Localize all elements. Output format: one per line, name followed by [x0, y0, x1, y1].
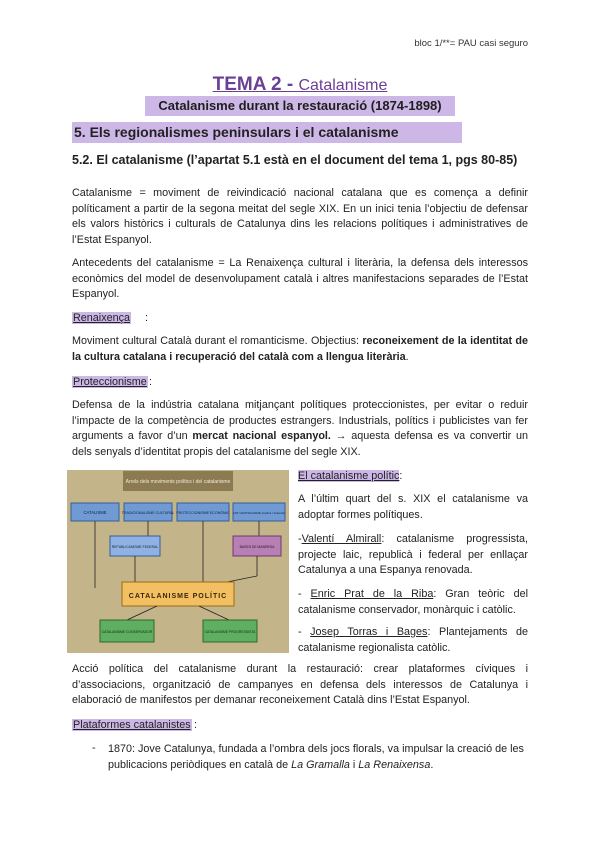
- plataformes-item: 1870: Jove Catalunya, fundada a l’ombra dels jocs florals, va impulsar la creació de les publicacions periòdiques en català de La Gramalla i La Renaixensa.: [108, 743, 524, 771]
- diagram-box-2-label: TRADICIONALISME CULTURAL: [121, 511, 175, 515]
- diagram-politic-label: CATALANISME POLÍTIC: [128, 593, 228, 600]
- subsection-heading: 5.2. El catalanisme (l’apartat 5.1 està en el document del tema 1, pgs 80-85): [72, 153, 518, 167]
- diagram-box-1-label: CATALISME: [83, 510, 107, 515]
- paragraph-accio: Acció política del catalanisme durant la restauració: crear plataformes cíviques i d’associacions, organització de campanyes en defensa dels interessos de Catalunya i elaboració de manifestos per demanar reconeixement Català dins l’Estat Espanyol.: [72, 663, 528, 706]
- diagram-progressista-label: CATALANISME PROGRESSISTA: [204, 630, 256, 634]
- diagram-heading: Arrels dels moviments polítics i del catalanisme: [125, 479, 231, 485]
- diagram-svg: [67, 470, 289, 653]
- proteccionisme-label: Proteccionisme: [73, 376, 147, 388]
- diagram-box-4-label: ANT CENTRALISME (carlins i federals): [232, 511, 286, 515]
- subtitle: Catalanisme durant la restauració (1874-1898): [145, 96, 455, 116]
- title-main: TEMA 2 -: [212, 74, 299, 95]
- politic-intro: A l’últim quart del s. XIX el catalanisme va adoptar formes polítiques.: [298, 493, 528, 521]
- diagram-republicanisme-label: REPUBLICANISME FEDERAL: [111, 545, 159, 549]
- bullet-marker: -: [92, 742, 96, 754]
- diagram-conservador-label: CATALANISME CONSERVADOR: [101, 630, 153, 634]
- politic-label: El catalanisme polític: [298, 470, 400, 482]
- paragraph-antecedents: Antecedents del catalanisme = La Renaixença cultural i literària, la defensa dels interessos econòmics del model de desenvolupament català i altres manifestacions separades de l’Estat Espanyol.: [72, 257, 528, 300]
- diagram-box-3-label: PROTECCIONISME ECONÒMIC: [176, 511, 230, 515]
- header-note: bloc 1/**= PAU casi seguro: [414, 38, 528, 49]
- renaixenca-text: Moviment cultural Català durant el romanticisme. Objectius: reconeixement de la identitat de la cultura catalana i recuperació del català com a llengua literària.: [72, 335, 529, 363]
- politic-item-torras: - Josep Torras i Bages: Plantejaments de catalanisme regionalista catòlic.: [298, 626, 528, 654]
- diagram-bases-label: BASES DE MANRESA: [239, 545, 275, 549]
- plataformes-label: Plataformes catalanistes: [73, 719, 191, 731]
- paragraph-definition: Catalanisme = moviment de reivindicació nacional catalana que es comença a definir políticament a partir de la segona meitat del segle XIX. En un inici tenia l’objectiu de defensar els valors històrics i culturals de Catalunya dins les relacions polítiques i administratives de l’Estat Espanyol.: [72, 187, 528, 246]
- politic-label-row: El catalanisme polític:: [298, 470, 403, 482]
- section-heading: 5. Els regionalismes peninsulars i el catalanisme: [72, 122, 462, 143]
- document-page: bloc 1/**= PAU casi seguro TEMA 2 - Catalanisme Catalanisme durant la restauració (1874-1898) 5. Els regionalismes peninsulars i el catalanisme 5.2. El catalanisme (l’apartat 5.1 està en el document del tema 1, pgs 80-85) Catalanisme = moviment de reivindicació nacional catalana que es comença a definir políticament a partir de la segona meitat del segle XIX. En un inici tenia l’objectiu de defensar els valors històrics i culturals de Catalunya dins les relacions polítiques i administratives de l’Estat Espanyol. Antecedents del catalanisme = La Renaixença cultural i literària, la defensa dels interessos econòmics del model de desenvolupament català i altres manifestacions separades de l’Estat Espanyol. Renaixença : Moviment cultural Català durant el romanticisme. Objectius: reconeixement de la identitat de la cultura catalana i recuperació del català com a llengua literària. Proteccionisme : Defensa de la indústria catalana mitjançant polítiques proteccionistes, per evitar o reduir l’impacte de la competència de productes estrangers. Industrials, polítics i publicistes van fer arguments a favor d’un mercat nacional espanyol. → aquesta defensa es va convertir un dels senyals d’identitat propis del catalanisme del segle XIX. Arrels dels moviments polítics i del catalanisme CATALISME TRADICIONALISME CULTURAL PROTECCIONISME ECONÒMIC ANT CENTRALISME (carlins i federals) REPUBLICANISME FEDERAL BASES DE MANRESA CATALANISME POLÍTIC CATALANISME CONSERVADOR CATALANISME PROGRESSISTA El catalanisme polític: A l’últim quart del s. XIX el catalanisme va adoptar formes polítiques. -Valentí Almirall: catalanisme progressista, projecte laic, republicà i federal per enllaçar Catalunya a una Espanya renovada. - Enric Prat de la Riba: Gran teòric del catalanisme conservador, monàrquic i catòlic. - Josep Torras i Bages: Plantejaments de catalanisme regionalista catòlic. Acció política del catalanisme durant la restauració: crear plataformes cíviques i d’associacions, organització de campanyes en defensa dels interessos de Catalunya i elaboració de manifestos per demanar reconeixement Català dins l’Estat Espanyol. Plataformes catalanistes : - 1870: Jove Catalunya, fundada a l’ombra dels jocs florals, va impulsar la creació de les publicacions periòdiques en català de La Gramalla i La Renaixensa.: [0, 0, 600, 848]
- page-title: [0, 74, 600, 96]
- politic-item-almirall: -Valentí Almirall: catalanisme progressista, projecte laic, republicà i federal per enllaçar Catalunya a una Espanya renovada.: [298, 533, 529, 576]
- title-topic: Catalanisme: [298, 77, 388, 94]
- catalanisme-diagram: [67, 470, 289, 653]
- proteccionisme-text: Defensa de la indústria catalana mitjançant polítiques proteccionistes, per evitar o reduir l’impacte de la competència de productes estrangers. Industrials, polítics i publicistes van fer arguments a favor d’un mercat nacional espanyol. → aquesta defensa es va convertir un dels senyals d’identitat propis del catalanisme del segle XIX.: [72, 399, 529, 458]
- renaixenca-label: Renaixença: [73, 312, 131, 324]
- politic-item-prat: - Enric Prat de la Riba: Gran teòric del catalanisme conservador, monàrquic i catòlic.: [298, 588, 528, 616]
